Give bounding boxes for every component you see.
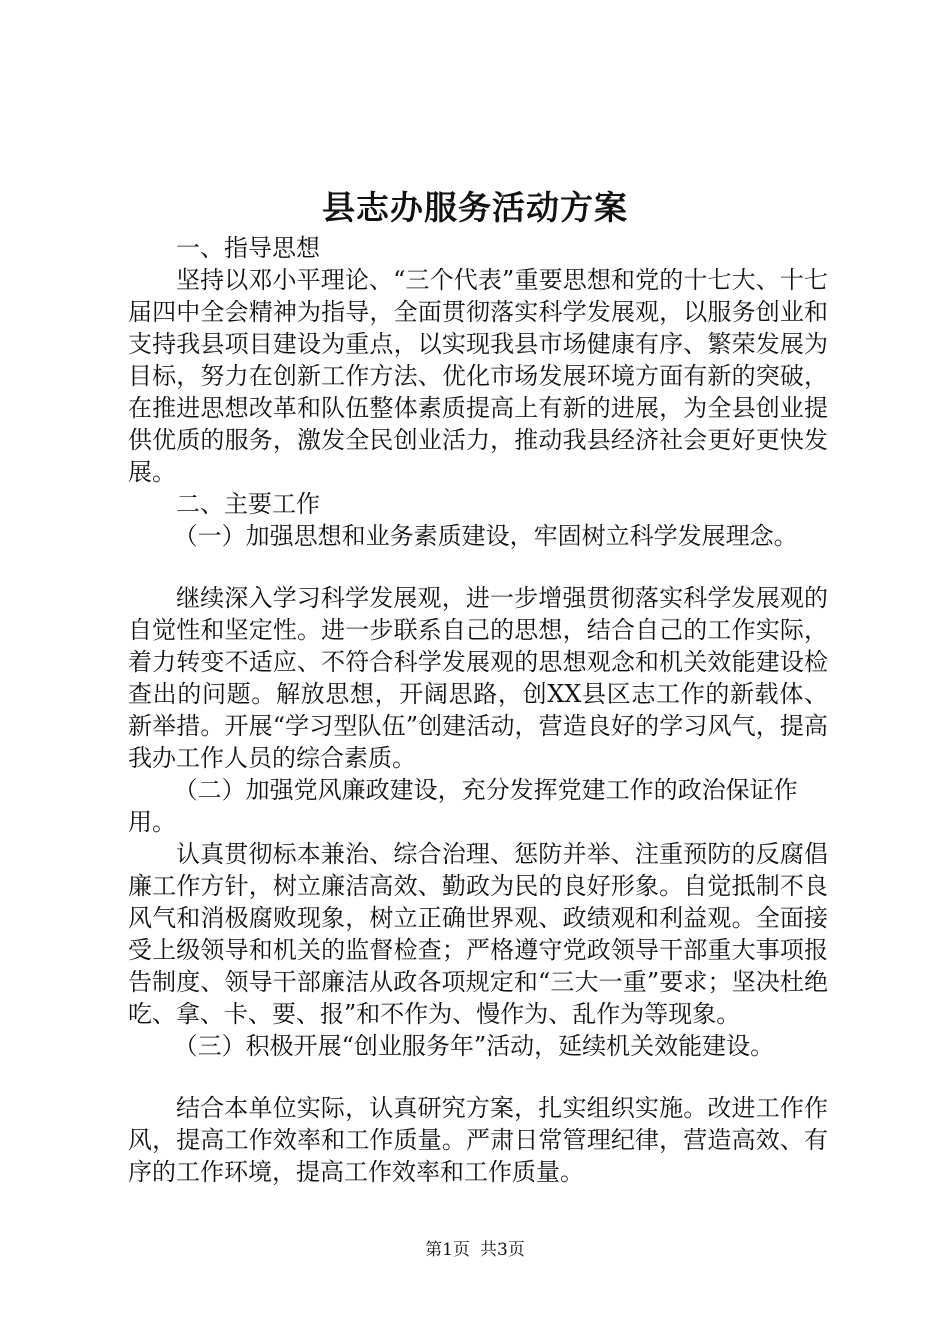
paragraph-entrepreneurship-year: 结合本单位实际，认真研究方案，扎实组织实施。改进工作作风，提高工作效率和工作质量。严肃日常管理纪律，营造高效、有序的工作环境，提高工作效率和工作质量。 <box>128 1094 828 1186</box>
section-heading-main-work: 二、主要工作 <box>176 490 320 518</box>
page-number: 第1页 <box>425 1240 470 1260</box>
paragraph-guiding-ideology: 坚持以邓小平理论、“三个代表”重要思想和党的十七大、十七届四中全会精神为指导，全面贯彻落实科学发展观，以服务创业和支持我县项目建设为重点，以实现我县市场健康有序、繁荣发展为目标，努力在创新工作方法、优化市场发展环境方面有新的突破，在推进思想改革和队伍整体素质提高上有新的进展，为全县创业提供优质的服务，激发全民创业活力，推动我县经济社会更好更快发展。 <box>128 266 828 486</box>
paragraph-spacer <box>128 1062 828 1092</box>
subheading-ideology-building: （一）加强思想和业务素质建设，牢固树立科学发展理念。 <box>173 522 798 550</box>
document-title: 县志办服务活动方案 <box>322 188 628 227</box>
section-heading-guiding-ideology: 一、指导思想 <box>176 234 320 262</box>
subheading-entrepreneurship-year: （三）积极开展“创业服务年”活动，延续机关效能建设。 <box>173 1032 775 1060</box>
paragraph-spacer <box>128 552 828 582</box>
document-body <box>128 232 828 1188</box>
subheading-party-conduct: （二）加强党风廉政建设，充分发挥党建工作的政治保证作用。 <box>128 776 798 836</box>
page-footer <box>0 1238 950 1262</box>
paragraph-ideology-building: 继续深入学习科学发展观，进一步增强贯彻落实科学发展观的自觉性和坚定性。进一步联系自己的思想，结合自己的工作实际，着力转变不适应、不符合科学发展观的思想观念和机关效能建设检查出的问题。解放思想，开阔思路，创XX县区志工作的新载体、新举措。开展“学习型队伍”创建活动，营造良好的学习风气，提高我办工作人员的综合素质。 <box>128 584 828 772</box>
page-total: 共3页 <box>480 1240 525 1260</box>
paragraph-party-conduct: 认真贯彻标本兼治、综合治理、惩防并举、注重预防的反腐倡廉工作方针，树立廉洁高效、勤政为民的良好形象。自觉抵制不良风气和消极腐败现象，树立正确世界观、政绩观和利益观。全面接受上级领导和机关的监督检查；严格遵守党政领导干部重大事项报告制度、领导干部廉洁从政各项规定和“三大一重”要求；坚决杜绝吃、拿、卡、要、报”和不作为、慢作为、乱作为等现象。 <box>128 840 828 1028</box>
